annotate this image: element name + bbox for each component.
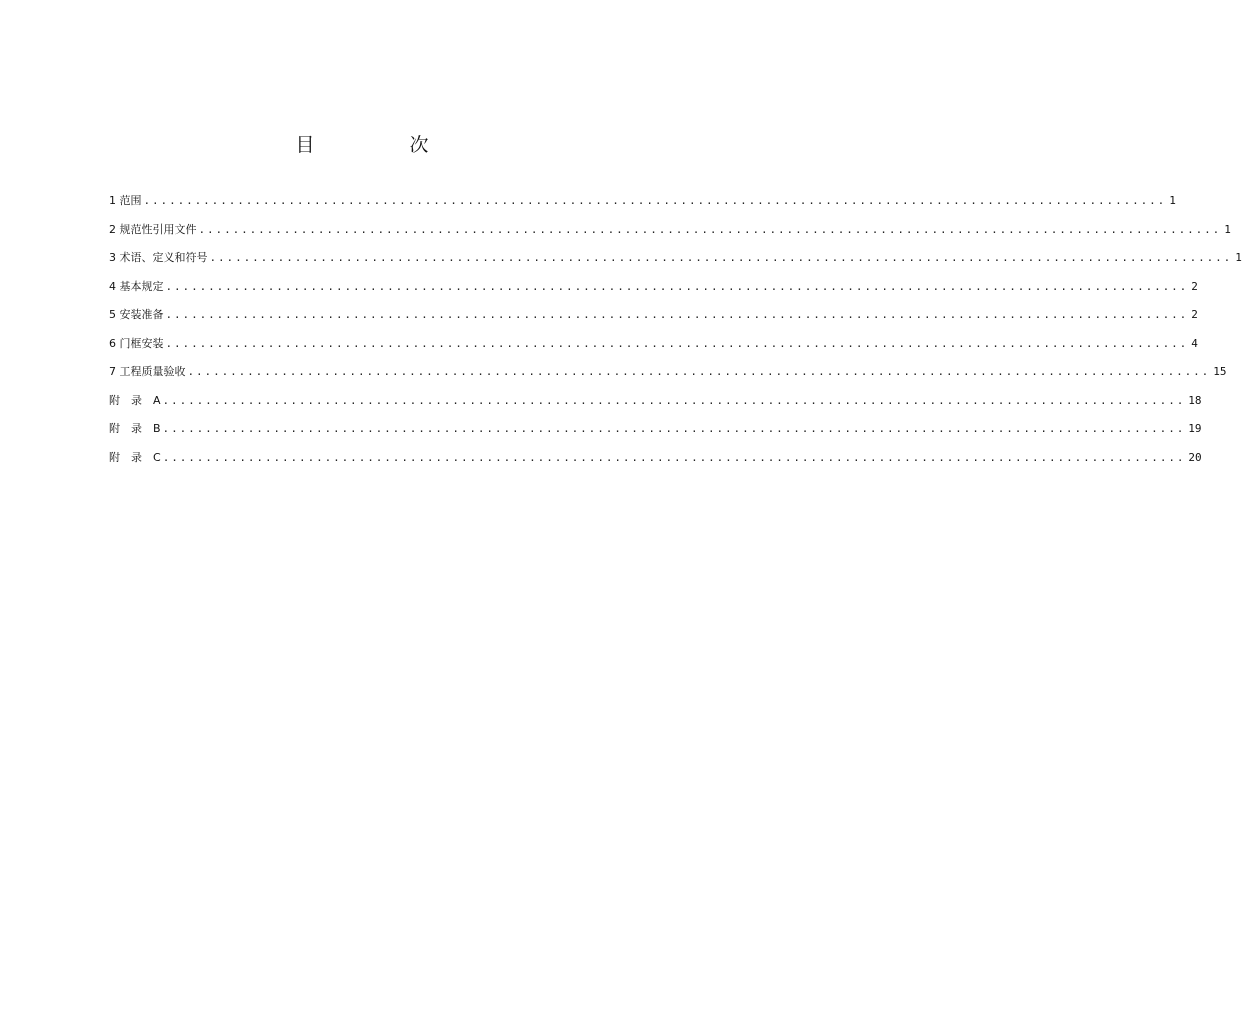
toc-entry-scope[interactable]: [109, 193, 1176, 222]
toc-entry-page: 2: [1191, 279, 1198, 293]
toc-entry-terms-definitions[interactable]: [109, 250, 1242, 279]
toc-leader-dots: ........................................................................................................................: [198, 222, 1222, 236]
toc-entry-appendix-b[interactable]: [109, 421, 1202, 450]
toc-entry-label: 2 规范性引用文件: [109, 222, 197, 236]
toc-entry-quality-acceptance[interactable]: [109, 364, 1227, 393]
toc-entry-label: 附 录 B: [109, 422, 161, 435]
toc-leader-dots: ........................................................................................................................: [209, 251, 1233, 264]
toc-title: 目 次: [295, 134, 467, 156]
toc-entry-page: 15: [1213, 365, 1227, 378]
toc-entry-normative-references[interactable]: [109, 222, 1231, 251]
toc-entry-appendix-a[interactable]: [109, 393, 1202, 422]
toc-entry-page: 20: [1188, 450, 1202, 464]
toc-entry-label: 1 范围: [109, 194, 142, 207]
toc-leader-dots: ........................................................................................................................: [187, 365, 1211, 378]
toc-entry-page: 1: [1224, 222, 1231, 236]
toc-entry-page: 2: [1191, 308, 1198, 321]
toc-list: [109, 193, 1242, 478]
toc-entry-label: 3 术语、定义和符号: [109, 251, 208, 264]
toc-leader-dots: ........................................................................................................................: [165, 336, 1189, 350]
toc-entry-page: 19: [1188, 422, 1202, 435]
toc-entry-appendix-c[interactable]: [109, 450, 1202, 479]
toc-entry-label: 6 门框安装: [109, 336, 164, 350]
toc-entry-page: 1: [1235, 251, 1242, 264]
toc-entry-door-frame-installation[interactable]: [109, 336, 1198, 365]
toc-entry-label: 附 录 C: [109, 450, 161, 464]
toc-leader-dots: ........................................................................................................................: [143, 194, 1167, 207]
toc-entry-page: 18: [1188, 393, 1202, 407]
toc-leader-dots: ........................................................................................................................: [162, 450, 1186, 464]
toc-leader-dots: ........................................................................................................................: [162, 393, 1186, 407]
toc-leader-dots: ........................................................................................................................: [165, 279, 1189, 293]
toc-entry-label: 7 工程质量验收: [109, 365, 186, 378]
toc-entry-basic-provisions[interactable]: [109, 279, 1198, 308]
toc-entry-label: 4 基本规定: [109, 279, 164, 293]
toc-entry-page: 4: [1191, 336, 1198, 350]
toc-leader-dots: ........................................................................................................................: [162, 422, 1186, 435]
toc-entry-installation-preparation[interactable]: [109, 307, 1198, 336]
toc-entry-label: 附 录 A: [109, 393, 161, 407]
toc-entry-label: 5 安装准备: [109, 308, 164, 321]
toc-entry-page: 1: [1169, 194, 1176, 207]
toc-leader-dots: ........................................................................................................................: [165, 308, 1189, 321]
